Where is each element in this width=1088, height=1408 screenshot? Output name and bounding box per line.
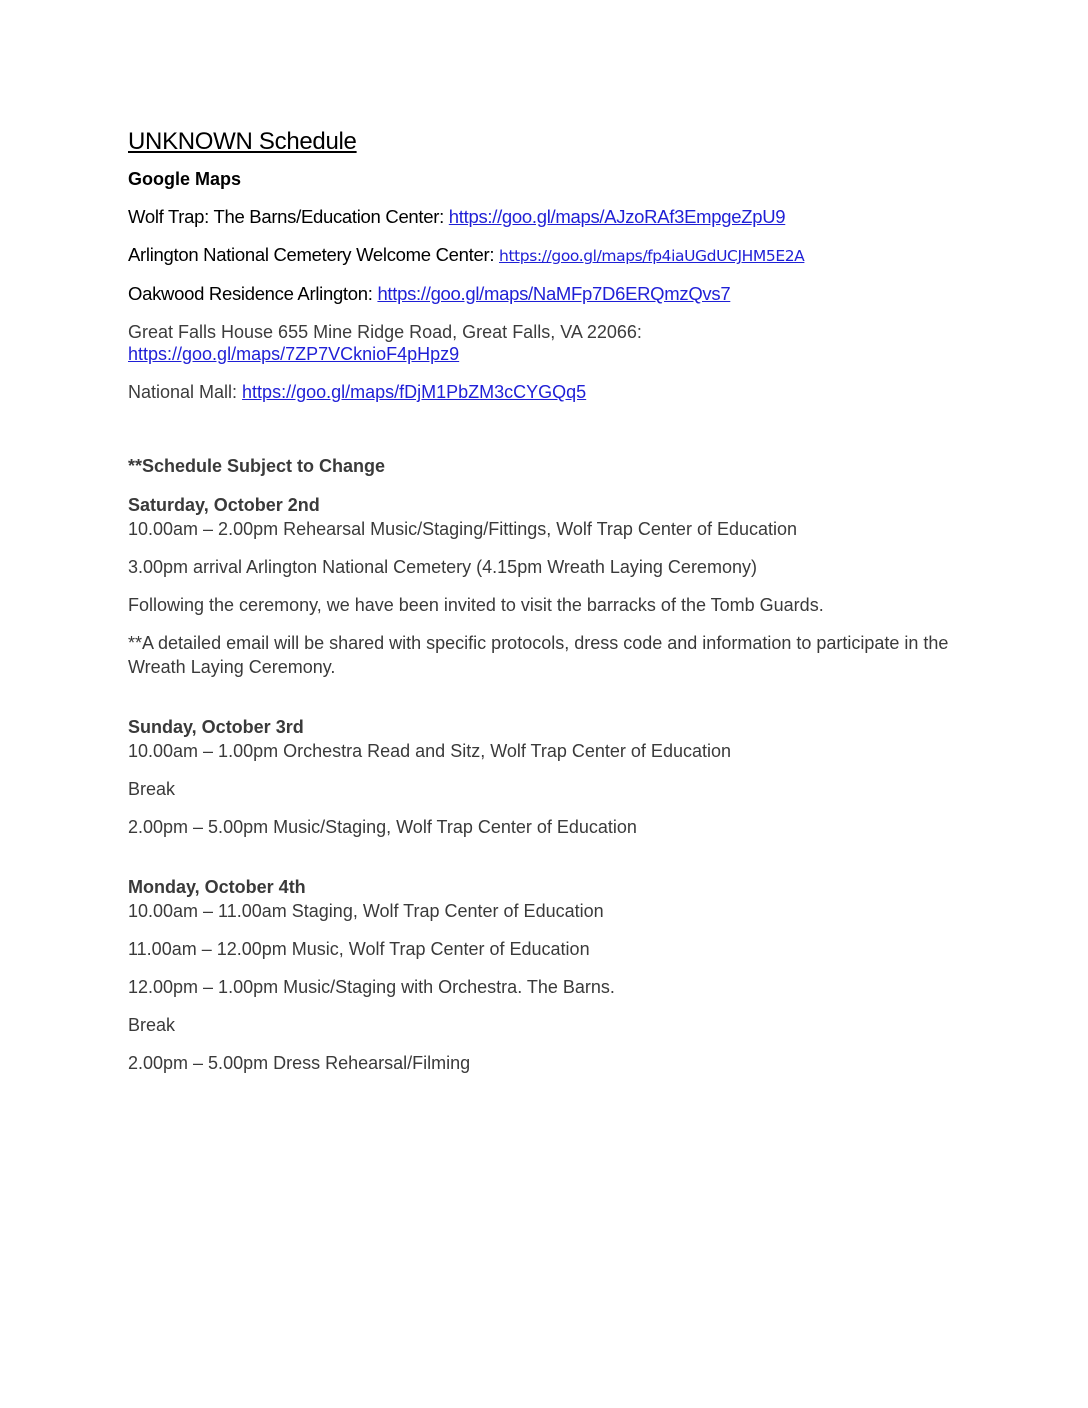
schedule-item: 12.00pm – 1.00pm Music/Staging with Orchestra. The Barns.: [128, 977, 615, 997]
google-maps-heading: Google Maps: [128, 169, 242, 189]
map-line-great-falls-house: [128, 321, 1008, 365]
page-title: UNKNOWN Schedule: [128, 128, 357, 155]
map-link-wolf-trap[interactable]: https://goo.gl/maps/AJzoRAf3EmpgeZpU9: [448, 206, 786, 227]
schedule-item: **A detailed email will be shared with specific protocols, dress code and information to participate in the Wreath Laying Ceremony.: [128, 633, 949, 677]
map-label: Arlington National Cemetery Welcome Center:: [128, 244, 500, 265]
schedule-item: Break: [128, 779, 176, 799]
map-line-oakwood-residence: [128, 283, 1008, 305]
map-line-national-mall: [128, 381, 1008, 403]
schedule-item: 3.00pm arrival Arlington National Cemetery (4.15pm Wreath Laying Ceremony): [128, 557, 757, 577]
map-link-national-mall[interactable]: https://goo.gl/maps/fDjM1PbZM3cCYGQq5: [242, 382, 587, 402]
map-label: Great Falls House 655 Mine Ridge Road, Great Falls, VA 22066:: [128, 322, 642, 342]
schedule-notice: **Schedule Subject to Change: [128, 456, 386, 476]
map-link-oakwood-residence[interactable]: https://goo.gl/maps/NaMFp7D6ERQmzQvs7: [377, 283, 731, 304]
map-label: Wolf Trap: The Barns/Education Center:: [128, 206, 449, 227]
map-line-wolf-trap: [128, 206, 1008, 228]
map-label: Oakwood Residence Arlington:: [128, 283, 378, 304]
day-saturday: [128, 493, 1008, 679]
schedule-item: 10.00am – 2.00pm Rehearsal Music/Staging/Fittings, Wolf Trap Center of Education: [128, 519, 798, 539]
day-sunday: [128, 715, 1008, 839]
schedule-item: Break: [128, 1015, 176, 1035]
day-heading: Saturday, October 2nd: [128, 495, 320, 515]
schedule-item: 10.00am – 11.00am Staging, Wolf Trap Center of Education: [128, 901, 604, 921]
map-link-arlington-cemetery[interactable]: https://goo.gl/maps/fp4iaUGdUCJHM5E2A: [499, 247, 805, 265]
map-label: National Mall:: [128, 382, 243, 402]
map-link-great-falls-house[interactable]: https://goo.gl/maps/7ZP7VCknioF4pHpz9: [128, 344, 460, 364]
schedule-item: 10.00am – 1.00pm Orchestra Read and Sitz, Wolf Trap Center of Education: [128, 741, 731, 761]
day-heading: Monday, October 4th: [128, 877, 306, 897]
schedule-item: Following the ceremony, we have been invited to visit the barracks of the Tomb Guards.: [128, 595, 824, 615]
day-monday: [128, 875, 1008, 1075]
map-line-arlington-cemetery: [128, 244, 1008, 267]
day-heading: Sunday, October 3rd: [128, 717, 304, 737]
document-page: [128, 124, 1008, 1111]
schedule-item: 2.00pm – 5.00pm Dress Rehearsal/Filming: [128, 1053, 471, 1073]
schedule-item: 2.00pm – 5.00pm Music/Staging, Wolf Trap Center of Education: [128, 817, 637, 837]
schedule-item: 11.00am – 12.00pm Music, Wolf Trap Center of Education: [128, 939, 590, 959]
